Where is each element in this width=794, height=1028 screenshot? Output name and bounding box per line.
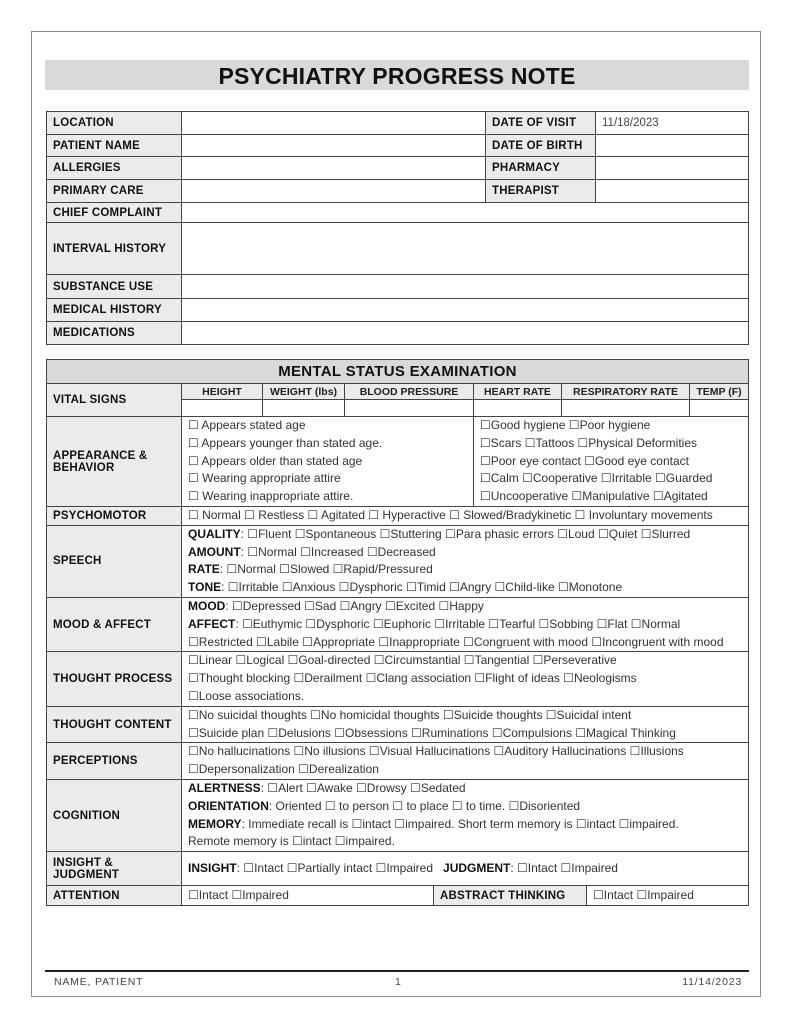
abstract-thinking-options[interactable]: ☐Intact ☐Impaired	[587, 886, 749, 906]
footer-patient-name: NAME, PATIENT	[54, 976, 144, 988]
footer-date: 11/14/2023	[682, 976, 742, 988]
chief-complaint-field[interactable]	[182, 203, 749, 223]
respiratory-rate-header: RESPIRATORY RATE	[562, 384, 690, 400]
chief-complaint-label: CHIEF COMPLAINT	[47, 203, 182, 223]
affect-options[interactable]: : ☐Euthymic ☐Dysphoric ☐Euphoric ☐Irritable ☐Tearful ☐Sobbing ☐Flat ☐Normal	[235, 616, 681, 631]
cognition-options[interactable]	[182, 779, 749, 851]
perceptions-label: PERCEPTIONS	[47, 743, 182, 780]
weight-header: WEIGHT (lbs)	[263, 384, 345, 400]
quality-label: QUALITY	[188, 526, 241, 541]
insight-judgment-label: INSIGHT & JUDGMENT	[47, 852, 182, 886]
mse-title: MENTAL STATUS EXAMINATION	[47, 360, 749, 384]
date-of-birth-field[interactable]	[596, 135, 749, 157]
date-of-visit-label: DATE OF VISIT	[486, 112, 596, 135]
alertness-label: ALERTNESS	[188, 780, 261, 795]
mood-label: MOOD	[188, 598, 226, 613]
thought-process-line[interactable]: ☐Thought blocking ☐Derailment ☐Clang association ☐Flight of ideas ☐Neologisms	[188, 671, 637, 686]
footer-page-number: 1	[395, 976, 402, 988]
interval-history-field[interactable]	[182, 223, 749, 275]
allergies-label: ALLERGIES	[47, 157, 182, 180]
speech-options[interactable]	[182, 525, 749, 597]
vital-signs-label: VITAL SIGNS	[47, 384, 182, 417]
appearance-option[interactable]: ☐ Wearing inappropriate attire.	[188, 489, 354, 504]
appearance-options-left[interactable]	[182, 417, 474, 507]
affect-label: AFFECT	[188, 616, 236, 631]
insight-options[interactable]: : ☐Intact ☐Partially intact ☐Impaired	[236, 860, 434, 875]
temp-header: TEMP (F)	[690, 384, 749, 400]
thought-content-line[interactable]: ☐Suicide plan ☐Delusions ☐Obsessions ☐Ruminations ☐Compulsions ☐Magical Thinking	[188, 725, 676, 740]
pharmacy-label: PHARMACY	[486, 157, 596, 180]
mood-affect-options[interactable]	[182, 597, 749, 651]
appearance-option[interactable]: ☐Calm ☐Cooperative ☐Irritable ☐Guarded	[480, 471, 713, 486]
attention-options[interactable]: ☐Intact ☐Impaired	[182, 886, 434, 906]
location-label: LOCATION	[47, 112, 182, 135]
location-field[interactable]	[182, 112, 486, 135]
judgment-options[interactable]: : ☐Intact ☐Impaired	[510, 860, 618, 875]
thought-content-line[interactable]: ☐No suicidal thoughts ☐No homicidal thoughts ☐Suicide thoughts ☐Suicidal intent	[188, 707, 632, 722]
allergies-field[interactable]	[182, 157, 486, 180]
substance-use-field[interactable]	[182, 275, 749, 299]
appearance-option[interactable]: ☐Poor eye contact ☐Good eye contact	[480, 453, 689, 468]
cognition-label: COGNITION	[47, 779, 182, 851]
appearance-options-right[interactable]	[474, 417, 749, 507]
footer-divider	[45, 970, 749, 972]
affect-options-2[interactable]: ☐Restricted ☐Labile ☐Appropriate ☐Inappropriate ☐Congruent with mood ☐Incongruent with mood	[188, 634, 724, 649]
medical-history-label: MEDICAL HISTORY	[47, 299, 182, 322]
perceptions-options[interactable]	[182, 743, 749, 780]
blood-pressure-header: BLOOD PRESSURE	[345, 384, 474, 400]
appearance-option[interactable]: ☐Scars ☐Tattoos ☐Physical Deformities	[480, 435, 698, 450]
orientation-label: ORIENTATION	[188, 798, 269, 813]
speech-label: SPEECH	[47, 525, 182, 597]
rate-options[interactable]: : ☐Normal ☐Slowed ☐Rapid/Pressured	[219, 562, 433, 577]
patient-info-table	[46, 111, 749, 345]
mood-options[interactable]: : ☐Depressed ☐Sad ☐Angry ☐Excited ☐Happy	[225, 598, 484, 613]
appearance-option[interactable]: ☐Good hygiene ☐Poor hygiene	[480, 418, 651, 432]
psychomotor-options[interactable]: ☐ Normal ☐ Restless ☐ Agitated ☐ Hyperactive ☐ Slowed/Bradykinetic ☐ Involuntary movements	[182, 507, 749, 526]
memory-options[interactable]: : Immediate recall is ☐intact ☐impaired. Short term memory is ☐intact ☐impaired.	[241, 816, 679, 831]
weight-field[interactable]	[263, 400, 345, 417]
amount-options[interactable]: : ☐Normal ☐Increased ☐Decreased	[240, 544, 436, 559]
amount-label: AMOUNT	[188, 544, 241, 559]
insight-judgment-options[interactable]	[182, 852, 749, 886]
medical-history-field[interactable]	[182, 299, 749, 322]
perceptions-line[interactable]: ☐Depersonalization ☐Derealization	[188, 762, 379, 777]
patient-name-field[interactable]	[182, 135, 486, 157]
therapist-field[interactable]	[596, 180, 749, 203]
primary-care-field[interactable]	[182, 180, 486, 203]
heart-rate-field[interactable]	[474, 400, 562, 417]
appearance-option[interactable]: ☐Uncooperative ☐Manipulative ☐Agitated	[480, 489, 708, 504]
page-title: PSYCHIATRY PROGRESS NOTE	[45, 60, 749, 90]
height-header: HEIGHT	[182, 384, 263, 400]
respiratory-rate-field[interactable]	[562, 400, 690, 417]
thought-process-line[interactable]: ☐Loose associations.	[188, 688, 305, 703]
insight-label: INSIGHT	[188, 860, 237, 875]
orientation-options[interactable]: : Oriented ☐ to person ☐ to place ☐ to time. ☐Disoriented	[268, 798, 581, 813]
thought-content-options[interactable]	[182, 706, 749, 743]
thought-process-label: THOUGHT PROCESS	[47, 652, 182, 706]
thought-process-options[interactable]	[182, 652, 749, 706]
mental-status-table	[46, 359, 749, 906]
interval-history-label: INTERVAL HISTORY	[47, 223, 182, 275]
therapist-label: THERAPIST	[486, 180, 596, 203]
thought-process-line[interactable]: ☐Linear ☐Logical ☐Goal-directed ☐Circumstantial ☐Tangential ☐Perseverative	[188, 653, 617, 668]
appearance-option[interactable]: ☐ Appears younger than stated age.	[188, 435, 383, 450]
appearance-option[interactable]: ☐ Appears older than stated age	[188, 453, 363, 468]
alertness-options[interactable]: : ☐Alert ☐Awake ☐Drowsy ☐Sedated	[260, 780, 466, 795]
height-field[interactable]	[182, 400, 263, 417]
pharmacy-field[interactable]	[596, 157, 749, 180]
blood-pressure-field[interactable]	[345, 400, 474, 417]
substance-use-label: SUBSTANCE USE	[47, 275, 182, 299]
medications-field[interactable]	[182, 322, 749, 345]
appearance-label: APPEARANCE & BEHAVIOR	[47, 417, 182, 507]
medications-label: MEDICATIONS	[47, 322, 182, 345]
tone-options[interactable]: : ☐Irritable ☐Anxious ☐Dysphoric ☐Timid ☐Angry ☐Child-like ☐Monotone	[221, 580, 623, 595]
mood-affect-label: MOOD & AFFECT	[47, 597, 182, 651]
appearance-option[interactable]: ☐ Appears stated age	[188, 418, 306, 432]
memory-label: MEMORY	[188, 816, 242, 831]
appearance-option[interactable]: ☐ Wearing appropriate attire	[188, 471, 341, 486]
date-of-birth-label: DATE OF BIRTH	[486, 135, 596, 157]
thought-content-label: THOUGHT CONTENT	[47, 706, 182, 743]
tone-label: TONE	[188, 580, 222, 595]
rate-label: RATE	[188, 562, 220, 577]
remote-memory-options[interactable]: Remote memory is ☐intact ☐impaired.	[188, 834, 395, 849]
patient-name-label: PATIENT NAME	[47, 135, 182, 157]
date-of-visit-field[interactable]: 11/18/2023	[596, 112, 749, 135]
perceptions-line[interactable]: ☐No hallucinations ☐No illusions ☐Visual Hallucinations ☐Auditory Hallucinations ☐Illusions	[188, 744, 684, 759]
psychomotor-label: PSYCHOMOTOR	[47, 507, 182, 526]
judgment-label: JUDGMENT	[443, 860, 511, 875]
quality-options[interactable]: : ☐Fluent ☐Spontaneous ☐Stuttering ☐Para phasic errors ☐Loud ☐Quiet ☐Slurred	[240, 526, 691, 541]
primary-care-label: PRIMARY CARE	[47, 180, 182, 203]
abstract-thinking-label: ABSTRACT THINKING	[434, 886, 587, 906]
attention-label: ATTENTION	[47, 886, 182, 906]
heart-rate-header: HEART RATE	[474, 384, 562, 400]
temp-field[interactable]	[690, 400, 749, 417]
